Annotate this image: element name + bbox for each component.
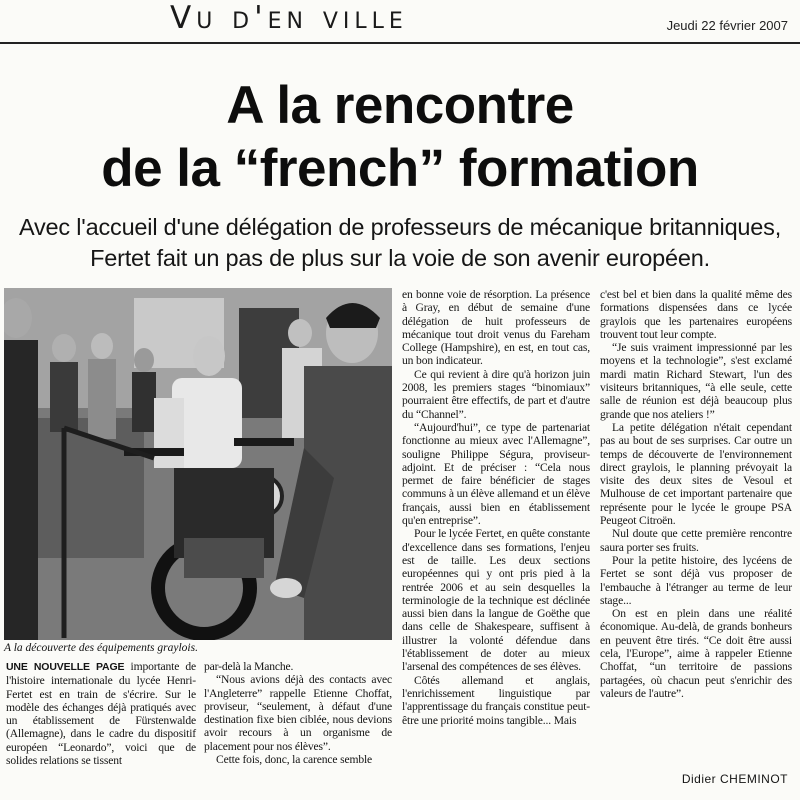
col4-paragraph-1: c'est bel et bien dans la qualité même des formations dispensées dans ce lycée graylois que les partenaires européens trouvent tout leur compte. xyxy=(600,288,792,341)
col2-paragraph-2: “Nous avions déjà des contacts avec l'Angleterre” rappelle Etienne Choffat, proviseur, “seulement, à défaut d'une destination fixe bien ciblée, nous devions avoir recours à un organisme de placement pour nos élèves”. xyxy=(204,673,392,753)
col4-paragraph-6: On est en plein dans une réalité économique. Au-delà, de grands bonheurs en peuvent être tirés. “Ce doit être aussi cela, l'Europe”, aime à rappeler Etienne Choffat, “un territoire de passions partagées, où chacun peut s'enrichir des valeurs de l'autre”. xyxy=(600,607,792,700)
col3-paragraph-4: Pour le lycée Fertet, en quête constante d'excellence dans ses formations, l'enjeu est de taille. Les deux sections européennes qui y ont pris pied à la rentrée 2006 et au sein desquelles la terminologie de la technique est déclinée aussi bien dans la langue de Goëthe que dans celle de Shakespeare, suffisent à illustrer la volonté défendue dans l'établissement de doter au mieux l'arsenal des compétences de ses élèves. xyxy=(402,527,590,674)
col1-p1-text: importante de l'histoire internationale du lycée Henri-Fertet est en train de s'écrire. Sur le modèle des échanges déjà pratiqués avec un établissement de Fürstenwalde (Allemagne), dans le cadre du dispositif européen “Leonardo”, voici que de solides relations se tissent xyxy=(6,660,196,768)
col3-paragraph-3: “Aujourd'hui”, ce type de partenariat fonctionne au mieux avec l'Allemagne”, souligne Philippe Ségura, proviseur-adjoint. Et de préciser : “Cela nous permet de faire bénéficier de stages communs à un élève allemand et un élève français, aussi bien en établissement qu'en entreprise”. xyxy=(402,420,590,528)
col4-paragraph-3: La petite délégation n'était cependant pas au bout de ses surprises. Car outre un temps de découverte de l'environnement direct graylois, le planning prévoyait la visite des deux sites de Vesoul et Mulhouse de cet important partenaire que représente pour le lycée le groupe PSA Peugeot Citroën. xyxy=(600,420,792,528)
col1-paragraph-1 xyxy=(6,660,196,767)
headline xyxy=(0,74,800,200)
col3-paragraph-5: Côtés allemand et anglais, l'enrichissement linguistique par l'apprentissage du français constitue peut-être une priorité moins tangible... Mais xyxy=(402,673,590,727)
deck xyxy=(0,212,800,274)
headline-line-1: A la rencontre xyxy=(226,76,574,135)
col3-paragraph-2: Ce qui revient à dire qu'à horizon juin 2008, les premiers stages “binomiaux” pourraient être effectifs, de part et d'autre du “Channel”. xyxy=(402,367,590,421)
article-column-4 xyxy=(600,288,792,700)
deck-line-1: Avec l'accueil d'une délégation de professeurs de mécanique britanniques, xyxy=(18,214,782,240)
article-column-1 xyxy=(6,660,196,767)
section-rubric xyxy=(170,0,408,36)
col2-paragraph-1: par-delà la Manche. xyxy=(204,660,294,673)
deck-line-2: Fertet fait un pas de plus sur la voie de son avenir européen. xyxy=(90,245,710,271)
photo-caption: A la découverte des équipements graylois. xyxy=(4,642,198,654)
article-column-3 xyxy=(402,288,590,727)
col4-paragraph-5: Pour la petite histoire, des lycéens de Fertet se sont déjà vus proposer de l'embauche à l'étranger au terme de leur stage... xyxy=(600,553,792,607)
rubric-text: Vu d'en ville xyxy=(170,0,408,36)
col4-paragraph-4: Nul doute que cette première rencontre saura porter ses fruits. xyxy=(600,527,792,554)
col3-paragraph-1: en bonne voie de résorption. La présence à Gray, en début de semaine d'une délégation de huit professeurs de mécanique tout droit venus du Fareham College (Hampshire), en est, en tout cas, un bon indicateur. xyxy=(402,288,590,368)
col2-paragraph-3: Cette fois, donc, la carence semble xyxy=(216,753,373,767)
author-signature: Didier CHEMINOT xyxy=(681,772,788,786)
photo-illustration xyxy=(4,288,392,640)
publication-date: Jeudi 22 février 2007 xyxy=(666,18,788,33)
news-photo xyxy=(4,288,392,640)
headline-line-2: de la “french” formation xyxy=(101,139,699,198)
header-rule xyxy=(0,42,800,44)
col4-paragraph-2: “Je suis vraiment impressionné par les moyens et la technologie”, s'est exclamé mardi matin Richard Stewart, l'un des visiteurs britanniques, “à elle seule, cette salle de réunion est déjà beaucoup plus grande que nos ateliers !” xyxy=(600,341,792,421)
article-column-2 xyxy=(204,660,392,766)
lead-in: UNE NOUVELLE PAGE xyxy=(6,661,125,673)
